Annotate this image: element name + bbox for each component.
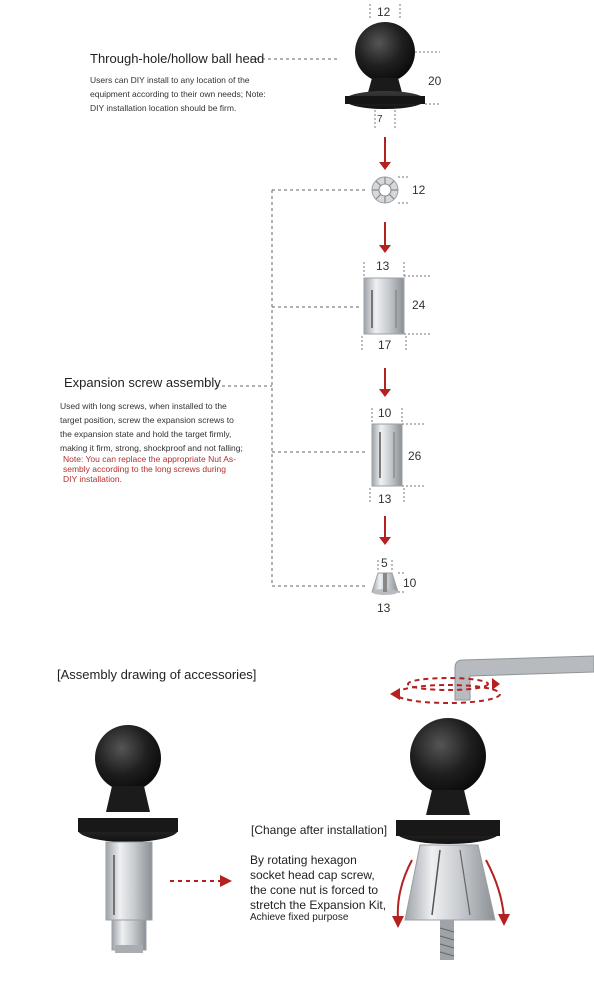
sleeve-2-dim-top: 10 [378, 406, 392, 420]
ball-head-description: Users can DIY install to any location of the equipment according to their own needs; Note: DIY installation location should be firm. [90, 75, 266, 113]
sleeve-2-image [372, 424, 402, 486]
change-title: [Change after installation] [251, 823, 388, 837]
cone-nut-dim-height: 10 [403, 576, 417, 590]
ball-head-dim-top: 12 [377, 5, 391, 19]
ball-head-dim-height: 20 [428, 74, 442, 88]
down-arrow-icon [384, 368, 386, 390]
cone-nut-dim-top: 5 [381, 556, 388, 570]
assembly-title: [Assembly drawing of accessories] [57, 667, 257, 682]
washer-dim: 12 [412, 183, 426, 197]
expansion-bracket-lines [216, 190, 368, 586]
assembled-part-image [78, 725, 178, 953]
sleeve-1-dim-height: 24 [412, 298, 426, 312]
ball-head-dim-bottom: 7 [377, 114, 383, 125]
rotation-arrow-icon [396, 678, 500, 703]
down-arrow-icon [384, 222, 386, 246]
cone-nut-image [372, 573, 398, 595]
down-arrow-icon [384, 137, 386, 163]
sleeve-2-dim-height: 26 [408, 449, 422, 463]
sleeve-1-dim-top: 13 [376, 259, 390, 273]
sleeve-2-dim-bottom: 13 [378, 492, 392, 506]
down-arrow-icon [384, 516, 386, 538]
ball-head-title: Through-hole/hollow ball head [90, 51, 265, 66]
sleeve-1-image [364, 278, 404, 334]
star-washer-image [372, 177, 398, 203]
change-description: By rotating hexagon socket head cap screw, the cone nut is forced to stretch the Expansion Kit, [250, 853, 387, 912]
top-ball-head-image [345, 22, 425, 109]
cone-nut-dim-bottom: 13 [377, 601, 391, 615]
sleeve-1-dim-bottom: 17 [378, 338, 392, 352]
change-small-note: Achieve fixed purpose [250, 912, 349, 923]
expansion-note: Note: You can replace the appropriate Nut As- sembly according to the long screws during DIY installation. [63, 454, 236, 484]
expansion-description: Used with long screws, when installed to the target position, screw the expansion screws to the expansion state and hold the target firmly, making it firm, strong, shockproof and not falling; [60, 401, 243, 453]
expansion-title: Expansion screw assembly [64, 375, 221, 390]
